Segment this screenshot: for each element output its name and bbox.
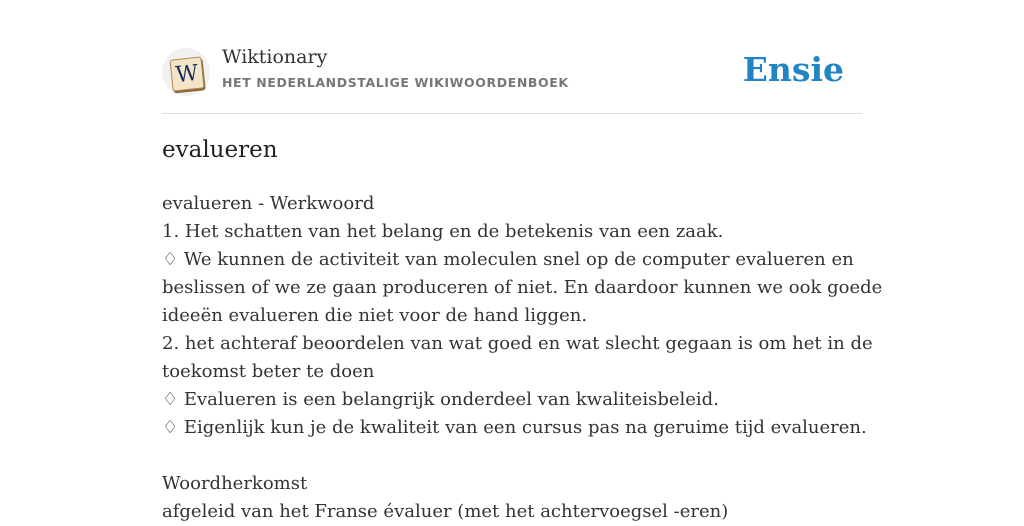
example-line: ♢ We kunnen de activiteit van moleculen snel op de computer evalueren en — [162, 249, 854, 270]
etymology-text: afgeleid van het Franse évaluer (met het achtervoegsel -eren) — [162, 501, 729, 522]
site-header — [162, 44, 862, 114]
ensie-brand-logo[interactable]: Ensie — [742, 50, 844, 89]
site-title[interactable]: Wiktionary — [222, 46, 328, 68]
example-line: beslissen of we ze gaan produceren of niet. En daardoor kunnen we ook goede — [162, 277, 883, 298]
example-line: ideeën evalueren die niet voor de hand liggen. — [162, 305, 588, 326]
spacer — [162, 442, 862, 470]
example-line: ♢ Eigenlijk kun je de kwaliteit van een cursus pas na geruime tijd evalueren. — [162, 417, 867, 438]
headword-line: evalueren - Werkwoord — [162, 193, 375, 214]
page-title: evalueren — [162, 137, 278, 163]
definition-2: 2. het achteraf beoordelen van wat goed en wat slecht gegaan is om het in de — [162, 333, 873, 354]
article-body — [162, 190, 883, 526]
wiktionary-logo[interactable] — [162, 48, 210, 96]
wiktionary-tile-icon: W — [169, 56, 204, 91]
definition-2-continued: toekomst beter te doen — [162, 361, 375, 382]
etymology-heading: Woordherkomst — [162, 473, 308, 494]
definition-1: 1. Het schatten van het belang en de betekenis van een zaak. — [162, 221, 724, 242]
site-subtitle: HET NEDERLANDSTALIGE WIKIWOORDENBOEK — [222, 75, 569, 90]
example-line: ♢ Evalueren is een belangrijk onderdeel van kwaliteisbeleid. — [162, 389, 719, 410]
